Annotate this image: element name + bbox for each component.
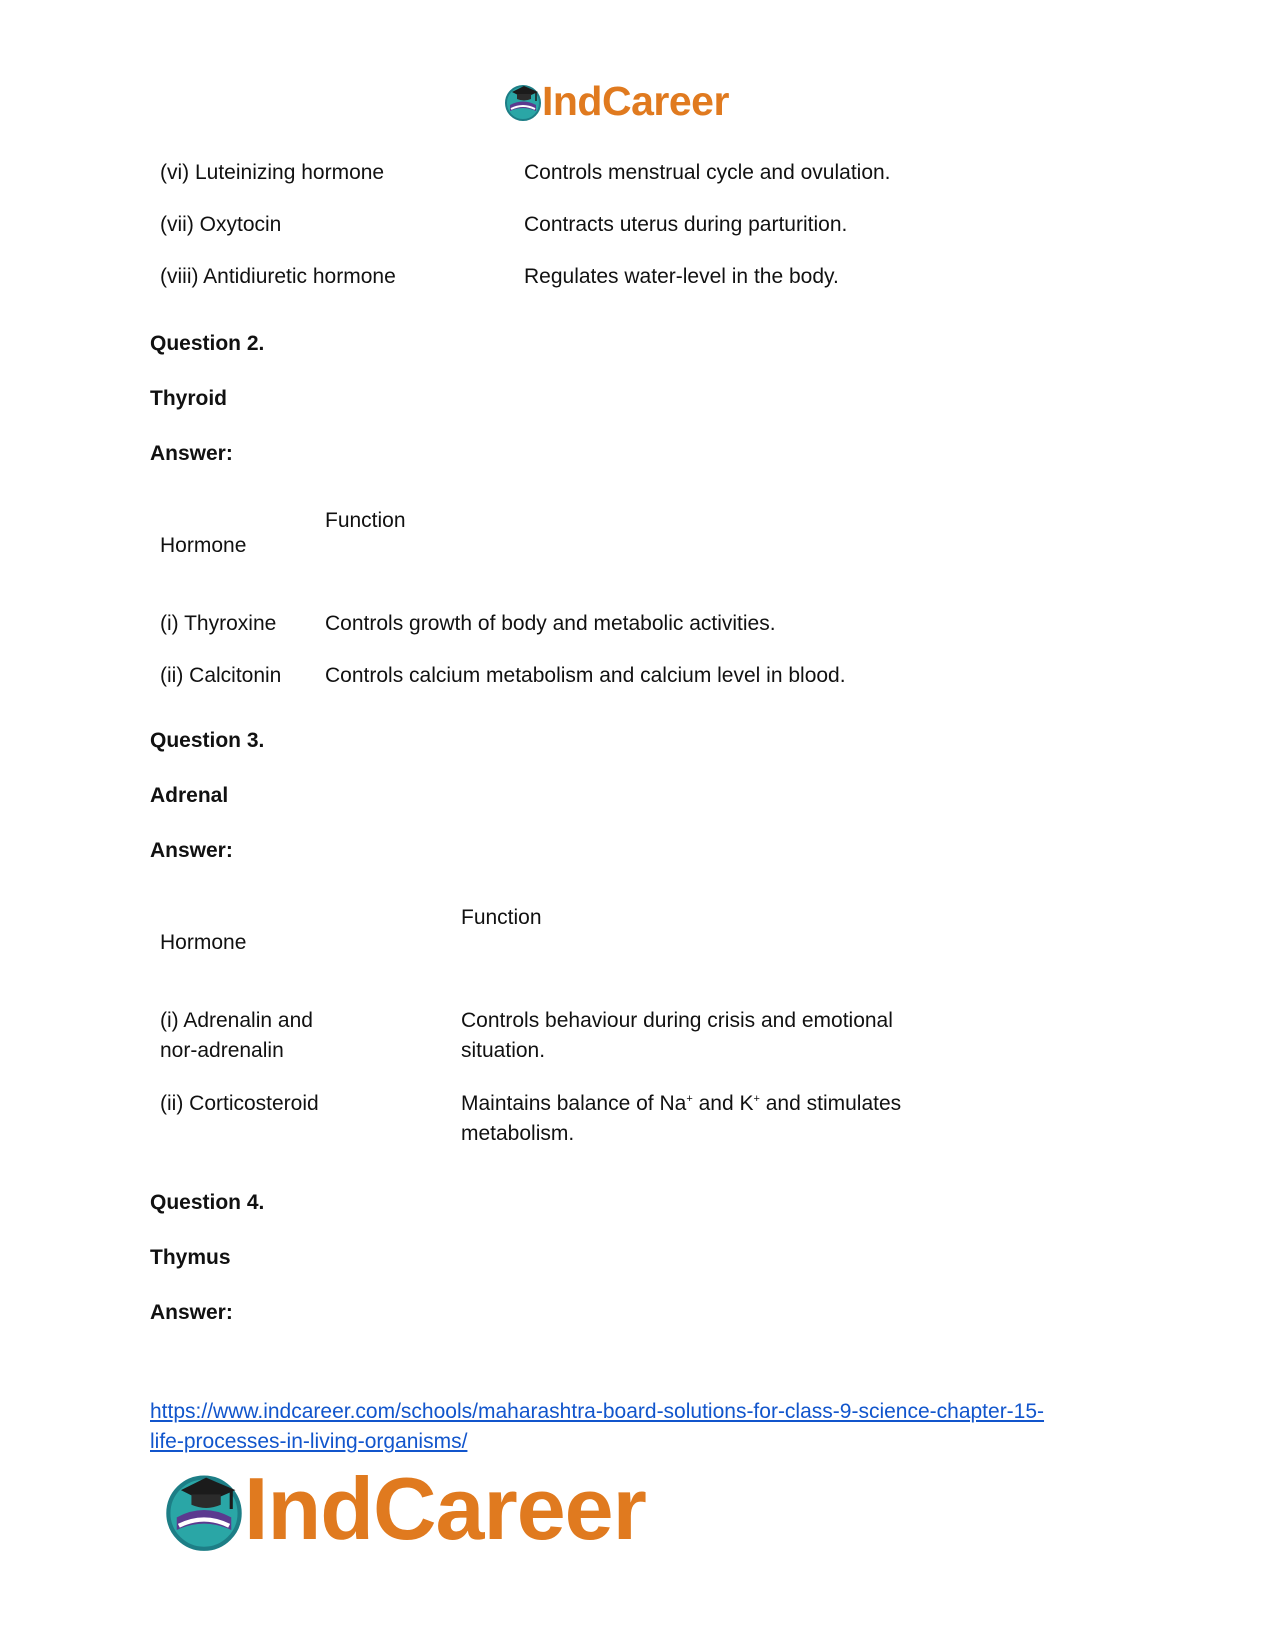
q2-hormone-thyroxine: (i) Thyroxine bbox=[160, 612, 277, 635]
graduation-globe-icon bbox=[160, 1465, 248, 1553]
q2-header-function: Function bbox=[325, 509, 406, 532]
potassium-superscript: + bbox=[753, 1093, 760, 1105]
source-url-line1: https://www.indcareer.com/schools/maharashtra-board-solutions-for-class-9-science-chapter-15- bbox=[150, 1400, 1045, 1423]
sodium-superscript: + bbox=[686, 1093, 693, 1105]
q3-function-adrenalin-line2: situation. bbox=[461, 1039, 546, 1062]
q3-function-adrenalin-line1: Controls behaviour during crisis and emotional bbox=[461, 1009, 893, 1032]
indcareer-logo-top bbox=[502, 77, 729, 124]
q3-function-part1: Maintains balance of Na bbox=[461, 1092, 687, 1115]
question-3-answer-label: Answer: bbox=[150, 839, 233, 862]
q3-function-corticosteroid-line1 bbox=[461, 1089, 901, 1119]
source-url-link[interactable] bbox=[150, 1397, 1044, 1457]
q3-hormone-adrenalin-line1: (i) Adrenalin and bbox=[160, 1009, 313, 1032]
question-4-answer-label: Answer: bbox=[150, 1301, 233, 1324]
question-2-heading: Question 2. bbox=[150, 332, 265, 355]
question-4-topic: Thymus bbox=[150, 1246, 231, 1269]
pituitary-function-vii: Contracts uterus during parturition. bbox=[524, 213, 848, 236]
q2-header-hormone: Hormone bbox=[160, 534, 247, 557]
pituitary-function-viii: Regulates water-level in the body. bbox=[524, 265, 839, 288]
pituitary-hormone-vii: (vii) Oxytocin bbox=[160, 213, 282, 236]
indcareer-logo-bottom bbox=[160, 1459, 646, 1558]
logo-wordmark: IndCareer bbox=[244, 1459, 646, 1558]
pituitary-hormone-vi: (vi) Luteinizing hormone bbox=[160, 161, 385, 184]
question-4-heading: Question 4. bbox=[150, 1191, 265, 1214]
q3-header-hormone: Hormone bbox=[160, 931, 247, 954]
q3-function-part2: and K bbox=[692, 1092, 754, 1115]
logo-wordmark: IndCareer bbox=[542, 77, 729, 124]
q3-hormone-corticosteroid: (ii) Corticosteroid bbox=[160, 1092, 319, 1115]
question-3-heading: Question 3. bbox=[150, 729, 265, 752]
question-2-answer-label: Answer: bbox=[150, 442, 233, 465]
graduation-globe-icon bbox=[502, 80, 544, 122]
q3-hormone-adrenalin-line2: nor-adrenalin bbox=[160, 1039, 284, 1062]
question-3-topic: Adrenal bbox=[150, 784, 229, 807]
pituitary-function-vi: Controls menstrual cycle and ovulation. bbox=[524, 161, 891, 184]
q3-header-function: Function bbox=[461, 906, 542, 929]
source-url-line2: life-processes-in-living-organisms/ bbox=[150, 1430, 468, 1453]
q3-function-part3: and stimulates bbox=[759, 1092, 902, 1115]
pituitary-hormone-viii: (viii) Antidiuretic hormone bbox=[160, 265, 396, 288]
q2-function-thyroxine: Controls growth of body and metabolic activities. bbox=[325, 612, 776, 635]
q2-hormone-calcitonin: (ii) Calcitonin bbox=[160, 664, 282, 687]
q3-function-corticosteroid-line2: metabolism. bbox=[461, 1122, 575, 1145]
q2-function-calcitonin: Controls calcium metabolism and calcium level in blood. bbox=[325, 664, 846, 687]
question-2-topic: Thyroid bbox=[150, 387, 227, 410]
